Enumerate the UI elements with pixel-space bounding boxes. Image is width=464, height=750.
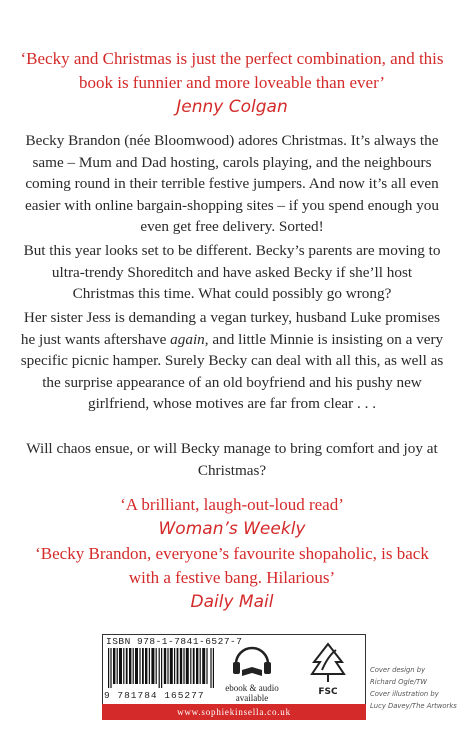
barcode-digits: 9 781784 165277 [104, 690, 205, 701]
quote-text: ‘Becky and Christmas is just the perfect combination, and this book is funnier and more loveable than ever’ [20, 49, 444, 92]
quote-author: Jenny Colgan [176, 97, 288, 117]
credit-line: Lucy Davey/The Artworks [370, 702, 457, 710]
quote-colgan [20, 47, 444, 119]
quote-text: ‘Becky Brandon, everyone’s favourite shopaholic, is back with a festive bang. Hilarious’ [35, 544, 429, 587]
headphones-book-icon [230, 640, 274, 680]
blurb-paragraph-3 [20, 307, 444, 415]
website-link[interactable]: www.sophiekinsella.co.uk [102, 704, 366, 720]
blurb-paragraph-1: Becky Brandon (née Bloomwood) adores Christmas. It’s always the same – Mum and Dad hosting, carols playing, and the neighbours coming round in their terrible festive jumpers. And now it’s all even easier with online bargain-shopping sites – if you spend enough you even get free delivery. Sorted! [25, 132, 439, 235]
ebook-audio-label: ebook & audio available [225, 683, 279, 703]
barcode-graphic [108, 648, 214, 688]
quote-womans-weekly [20, 493, 444, 541]
credit-line: Richard Ogle/TW [370, 678, 427, 686]
quote-daily-mail [20, 542, 444, 614]
fsc-tree-icon [296, 640, 360, 686]
isbn-label: ISBN 978-1-7841-6527-7 [106, 636, 243, 647]
quote-text: ‘A brilliant, laugh-out-loud read’ [120, 495, 344, 514]
blurb-paragraph-2: But this year looks set to be different. Becky’s parents are moving to ultra-trendy Shoreditch and have asked Becky if she’ll host Christmas this time. What could possibly go wrong? [23, 242, 441, 302]
p3-emphasis: again [170, 330, 205, 348]
p3-part-a: Her sister Jess is demanding a vegan turkey, husband Luke promises he just wants aftershave [20, 309, 441, 348]
quote-author: Daily Mail [190, 592, 274, 612]
credit-line: Cover illustration by [370, 690, 439, 698]
credit-line: Cover design by [370, 666, 426, 674]
blurb-paragraph-4: Will chaos ensue, or will Becky manage to bring comfort and joy at Christmas? [26, 440, 438, 479]
cover-credits [370, 664, 460, 712]
fsc-label: FSC [318, 687, 338, 697]
p3-part-b: , and little Minnie is insisting on a very specific picnic hamper. Surely Becky can deal with all this, as well as the surprise appearance of an old boyfriend and his pushy new girlfriend, whose motives are far from clear . . . [20, 330, 444, 412]
quote-author: Woman’s Weekly [158, 519, 306, 539]
